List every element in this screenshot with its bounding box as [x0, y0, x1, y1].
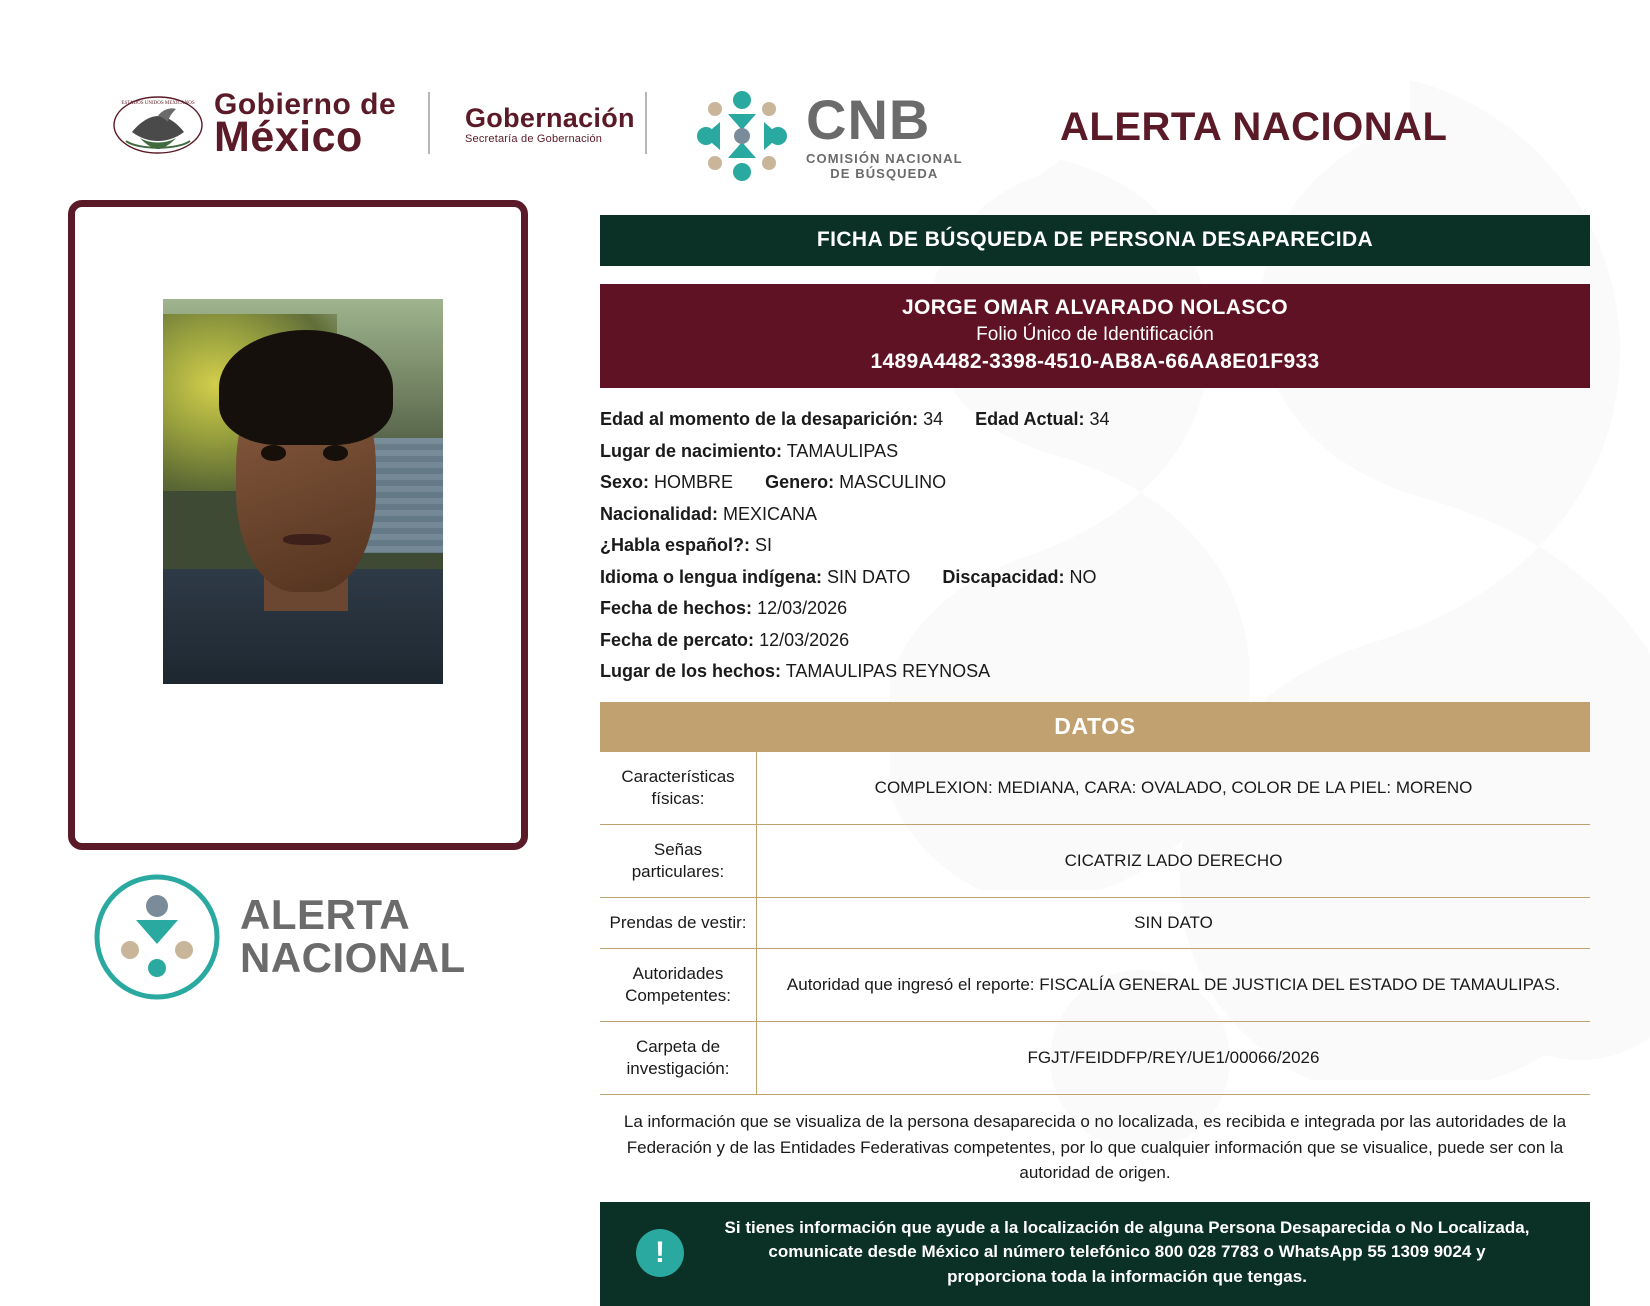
row-key: Prendas de vestir:: [600, 897, 757, 948]
fact-idioma-discapacidad: [600, 562, 1590, 594]
fact-label: Lugar de nacimiento:: [600, 440, 783, 461]
exclamation-icon: [600, 1229, 720, 1277]
fact-label-2: Genero:: [765, 472, 835, 492]
row-key: Carpeta de investigación:: [600, 1022, 757, 1095]
row-value: SIN DATO: [757, 897, 1591, 948]
row-value: FGJT/FEIDDFP/REY/UE1/00066/2026: [757, 1022, 1591, 1095]
row-key: Características físicas:: [600, 752, 757, 825]
missing-person-photo: [163, 299, 443, 684]
gobierno-label: Gobierno de: [214, 88, 397, 121]
row-value: CICATRIZ LADO DERECHO: [757, 824, 1591, 897]
datos-table: [600, 752, 1590, 1096]
row-value: Autoridad que ingresó el reporte: FISCALÍA GENERAL DE JUSTICIA DEL ESTADO DE TAMAULIPAS.: [757, 948, 1591, 1021]
contact-message: Si tienes información que ayude a la localización de alguna Persona Desaparecida o No Localizada, comunicate desde México al número telefónico 800 028 7783 o WhatsApp 55 1309 9024 y proporciona toda la información que tengas.: [724, 1217, 1530, 1287]
row-key: Autoridades Competentes:: [600, 948, 757, 1021]
row-value: COMPLEXION: MEDIANA, CARA: OVALADO, COLOR DE LA PIEL: MORENO: [757, 752, 1591, 825]
fact-label-2: Discapacidad:: [942, 566, 1065, 587]
fact-label: Fecha de hechos:: [600, 598, 753, 618]
fact-label: Edad al momento de la desaparición:: [600, 409, 919, 429]
fact-label: Idioma o lengua indígena:: [600, 566, 823, 587]
gobierno-de-mexico-logo: [112, 90, 396, 159]
fact-value-2: MASCULINO: [839, 472, 947, 492]
person-identity-banner: [600, 284, 1590, 388]
fact-label: Fecha de percato:: [600, 629, 755, 650]
fact-fecha-hechos: [600, 593, 1590, 625]
person-name: JORGE OMAR ALVARADO NOLASCO: [901, 296, 1289, 319]
disclaimer-text: La información que se visualiza de la persona desaparecida o no localizada, es recibida e integrada por las autoridades de la Federación y de las Entidades Federativas competentes, por lo que cualquier información que se visualice, puede ser con la autoridad de origen.: [623, 1112, 1567, 1183]
header-divider-2: [645, 92, 647, 154]
fact-fecha-percato: [600, 625, 1590, 657]
fact-value: TAMAULIPAS REYNOSA: [785, 661, 991, 681]
folio-label: Folio Único de Identificación: [976, 324, 1214, 345]
fact-value: TAMAULIPAS: [786, 440, 899, 461]
cnb-fullname-line2: DE BÚSQUEDA: [830, 166, 939, 181]
cnb-people-mark-icon: [690, 84, 794, 188]
fact-habla-espanol: [600, 530, 1590, 562]
alerta-nacional-emblem-icon: [92, 872, 222, 1002]
table-row: [600, 752, 1590, 825]
header-divider-1: [428, 92, 430, 154]
cnb-logo: [690, 84, 963, 188]
row-key: Señas particulares:: [600, 824, 757, 897]
exclamation-glyph: !: [636, 1229, 684, 1277]
alerta-nacional-badge: [92, 872, 466, 1002]
badge-line-1: ALERTA: [240, 891, 411, 939]
page-header: [0, 0, 1650, 195]
fact-label-2: Edad Actual:: [975, 409, 1085, 429]
gobernacion-logo: [465, 104, 635, 146]
fact-label: ¿Habla español?:: [600, 535, 751, 555]
mexico-label: México: [214, 113, 363, 161]
svg-text:ESTADOS UNIDOS MEXICANOS: ESTADOS UNIDOS MEXICANOS: [121, 100, 195, 106]
fact-lugar-hechos: [600, 656, 1590, 688]
fact-value: SIN DATO: [827, 566, 911, 587]
ficha-banner: FICHA DE BÚSQUEDA DE PERSONA DESAPARECIDA: [600, 215, 1590, 266]
fact-value: 12/03/2026: [759, 629, 850, 650]
badge-line-2: NACIONAL: [240, 934, 466, 981]
fact-value: HOMBRE: [654, 472, 734, 492]
fact-value: 12/03/2026: [757, 598, 848, 618]
fact-label: Sexo:: [600, 472, 650, 492]
fact-sexo-genero: [600, 467, 1590, 499]
fact-label: Nacionalidad:: [600, 503, 719, 524]
fact-value: MEXICANA: [723, 503, 818, 524]
table-row: [600, 948, 1590, 1021]
person-facts: [600, 404, 1590, 688]
cnb-fullname-line1: COMISIÓN NACIONAL: [806, 151, 963, 166]
table-row: [600, 897, 1590, 948]
contact-banner: [600, 1202, 1590, 1306]
datos-banner: DATOS: [600, 702, 1590, 752]
ficha-content: [600, 215, 1590, 1306]
cnb-acronym: CNB: [806, 88, 931, 151]
fact-label: Lugar de los hechos:: [600, 661, 782, 681]
eagle-coat-of-arms-icon: [112, 94, 204, 156]
secretaria-label: Secretaría de Gobernación: [465, 133, 603, 146]
photo-frame: [68, 200, 528, 850]
fact-edad: [600, 404, 1590, 436]
fact-value: SI: [755, 535, 773, 555]
fact-value-2: NO: [1069, 566, 1097, 587]
fact-value-2: 34: [1089, 409, 1110, 429]
fact-nacionalidad: [600, 499, 1590, 531]
gobernacion-label: Gobernación: [465, 103, 635, 133]
fact-lugar-nacimiento: [600, 436, 1590, 468]
page-title: ALERTA NACIONAL: [1060, 105, 1448, 149]
table-row: [600, 1022, 1590, 1095]
folio-value: 1489A4482-3398-4510-AB8A-66AA8E01F933: [870, 350, 1320, 373]
table-row: [600, 824, 1590, 897]
fact-value: 34: [923, 409, 944, 429]
